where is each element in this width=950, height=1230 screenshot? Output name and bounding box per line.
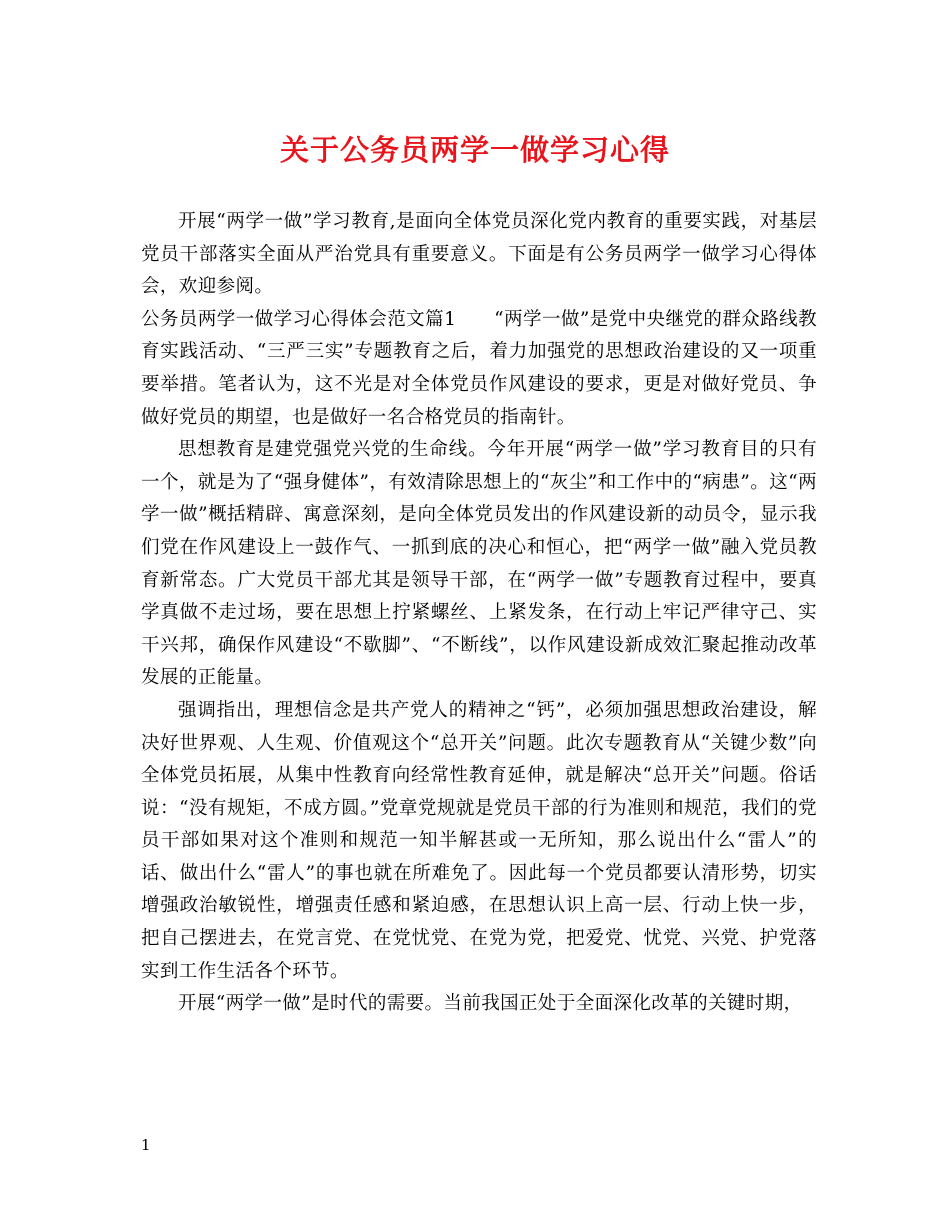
paragraph-intro: 开展“两学一做”学习教育,是面向全体党员深化党内教育的重要实践，对基层党员干部落实全面从严治党具有重要意义。下面是有公务员两学一做学习心得体会，欢迎参阅。 [141,211,817,298]
document-body [141,206,817,1021]
document-title: 关于公务员两学一做学习心得 [279,133,670,167]
paragraph-era-needs: 开展“两学一做”是时代的需要。当前我国正处于全面深化改革的关键时期， [178,993,803,1015]
paragraph-ideology: 思想教育是建党强党兴党的生命线。今年开展“两学一做”学习教育目的只有一个，就是为了“强身健体”，有效清除思想上的“灰尘”和工作中的“病患”。这“两学一做”概括精辟、寓意深刻，是向全体党员发出的作风建设新的动员令，显示我们党在作风建设上一鼓作气、一抓到底的决心和恒心，把“两学一做”融入党员教育新常态。广大党员干部尤其是领导干部，在“两学一做”专题教育过程中，要真学真做不走过场，要在思想上拧紧螺丝、上紧发条，在行动上牢记严律守己、实干兴邦，确保作风建设“不歇脚”、“不断线”，以作风建设新成效汇聚起推动改革发展的正能量。 [141,439,817,689]
paragraph-ideals: 强调指出，理想信念是共产党人的精神之“钙”，必须加强思想政治建设，解决好世界观、人生观、价值观这个“总开关”问题。此次专题教育从“关键少数”向全体党员拓展，从集中性教育向经常性教育延伸，就是解决“总开关”问题。俗话说：“没有规矩，不成方圆。”党章党规就是党员干部的行为准则和规范，我们的党员干部如果对这个准则和规范一知半解甚或一无所知，那么说出什么“雷人”的话、做出什么“雷人”的事也就在所难免了。因此每一个党员都要认清形势，切实增强政治敏锐性，增强责任感和紧迫感，在思想认识上高一层、行动上快一步，把自己摆进去，在党言党、在党忧党、在党为党，把爱党、忧党、兴党、护党落实到工作生活各个环节。 [141,699,817,982]
page-number: 1 [141,1136,151,1154]
paragraph-essay-heading: 公务员两学一做学习心得体会范文篇1 “两学一做”是党中央继党的群众路线教育实践活动、“三严三实”专题教育之后，着力加强党的思想政治建设的又一项重要举措。笔者认为，这不光是对全体党员作风建设的要求，更是对做好党员、争做好党员的期望，也是做好一名合格党员的指南针。 [141,308,817,428]
